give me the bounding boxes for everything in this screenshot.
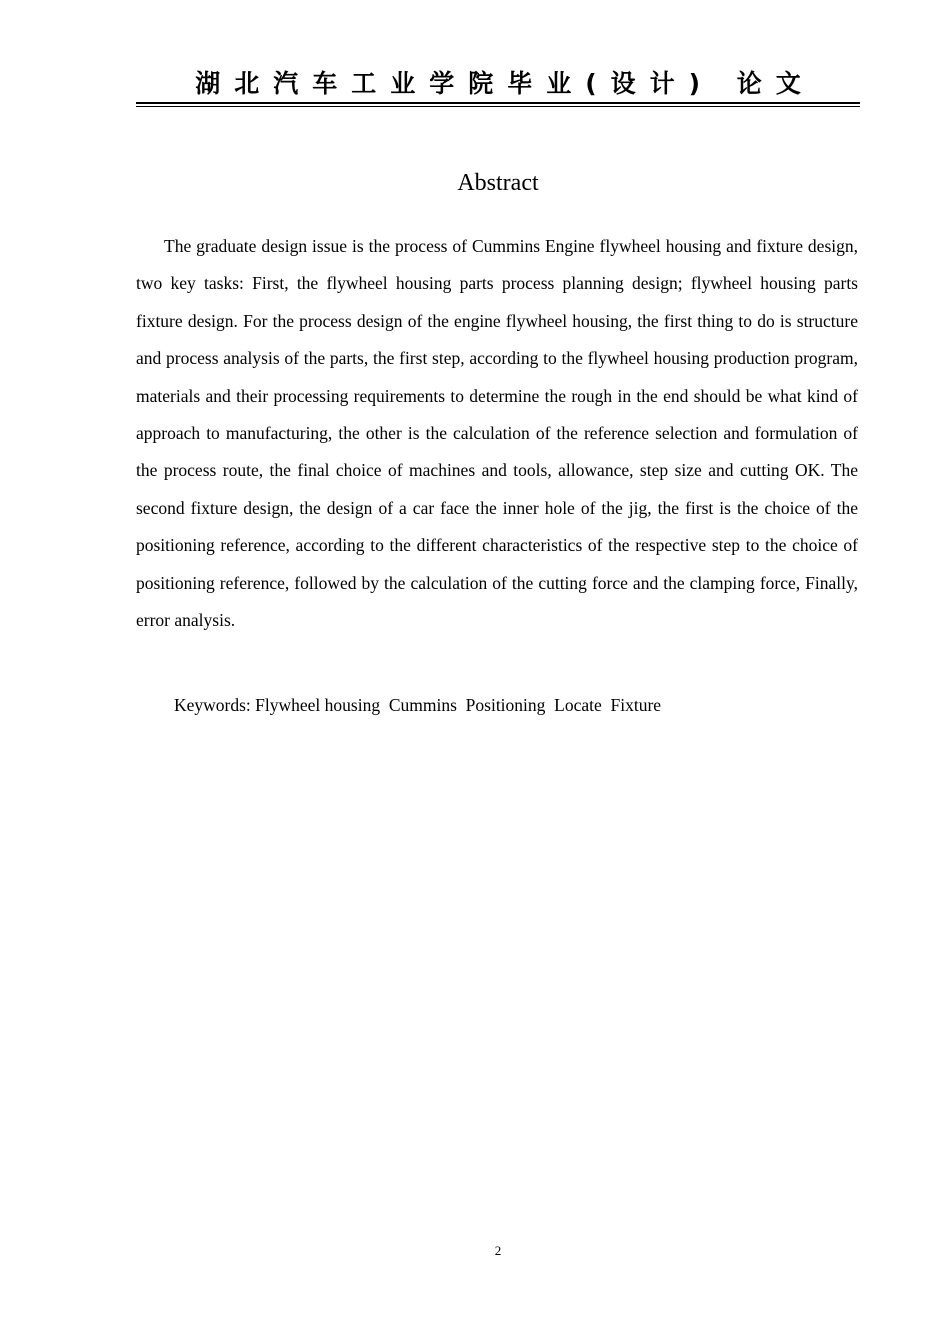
keywords-line: Keywords: Flywheel housing Cummins Positioning Locate Fixture (174, 695, 662, 715)
page-header (136, 66, 860, 102)
abstract-body: The graduate design issue is the process of Cummins Engine flywheel housing and fixture design, two key tasks: First, the flywheel housing parts process planning design; flywheel housing parts fixture design. For the process design of the engine flywheel housing, the first thing to do is structure and process analysis of the parts, the first step, according to the flywheel housing production program, materials and their processing requirements to determine the rough in the end should be what kind of approach to manufacturing, the other is the calculation of the reference selection and formulation of the process route, the final choice of machines and tools, allowance, step size and cutting OK. The second fixture design, the design of a car face the inner hole of the jig, the first is the choice of the positioning reference, according to the different characteristics of the respective step to the choice of positioning reference, followed by the calculation of the cutting force and the clamping force, Finally, error analysis. (136, 236, 858, 631)
header-title: 湖北汽车工业学院毕业(设计) 论文 (195, 69, 815, 98)
header-rule-thin (136, 106, 860, 107)
page-number: 2 (494, 1243, 502, 1258)
abstract-heading: Abstract (457, 170, 539, 196)
header-rule-thick (136, 102, 860, 104)
